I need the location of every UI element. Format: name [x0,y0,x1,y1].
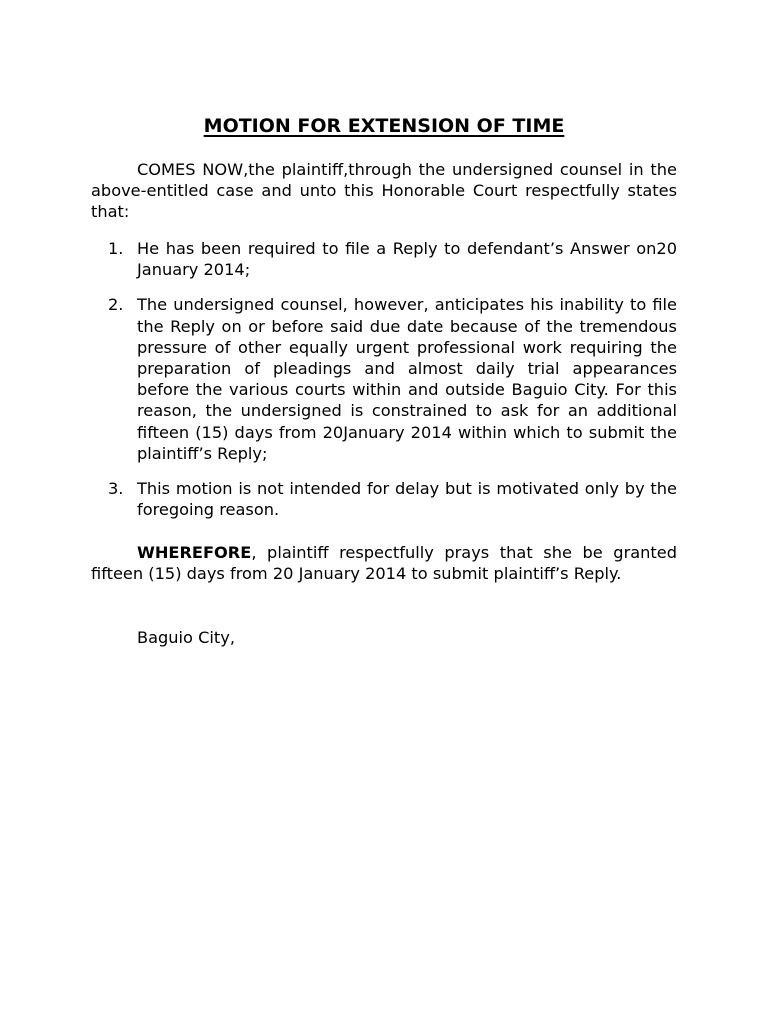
list-item-number: 1. [108,239,124,258]
place-line: Baguio City, [137,628,235,647]
list-item [91,238,677,280]
wherefore-text: , plaintiff respectfully prays that she be granted fifteen (15) days from 20 January 2014 to submit plaintiff’s Reply. [91,543,677,584]
wherefore-keyword: WHEREFORE [137,543,252,562]
list-item [91,294,677,464]
list-item-text: This motion is not intended for delay but is motivated only by the foregoing reason. [137,479,677,520]
numbered-list [91,238,677,520]
list-item-number: 3. [108,479,124,499]
wherefore-paragraph [91,542,677,584]
list-item-text: He has been required to file a Reply to defendant’s Answer on20 January 2014; [137,239,677,280]
list-item-number: 2. [108,295,124,315]
intro-paragraph: COMES NOW,the plaintiff,through the undersigned counsel in the above-entitled case and unto this Honorable Court respectfully states that: [91,160,677,222]
document-title: MOTION FOR EXTENSION OF TIME [203,115,565,137]
list-item-text: The undersigned counsel, however, anticipates his inability to file the Reply on or before said due date because of the tremendous pressure of other equally urgent professional work requiring the preparation of pleadings and almost daily trial appearances before the various courts within and outside Baguio City. For this reason, the undersigned is constrained to ask for an additional fifteen (15) days from 20January 2014 within which to submit the plaintiff’s Reply; [137,295,677,463]
list-item [91,478,677,520]
